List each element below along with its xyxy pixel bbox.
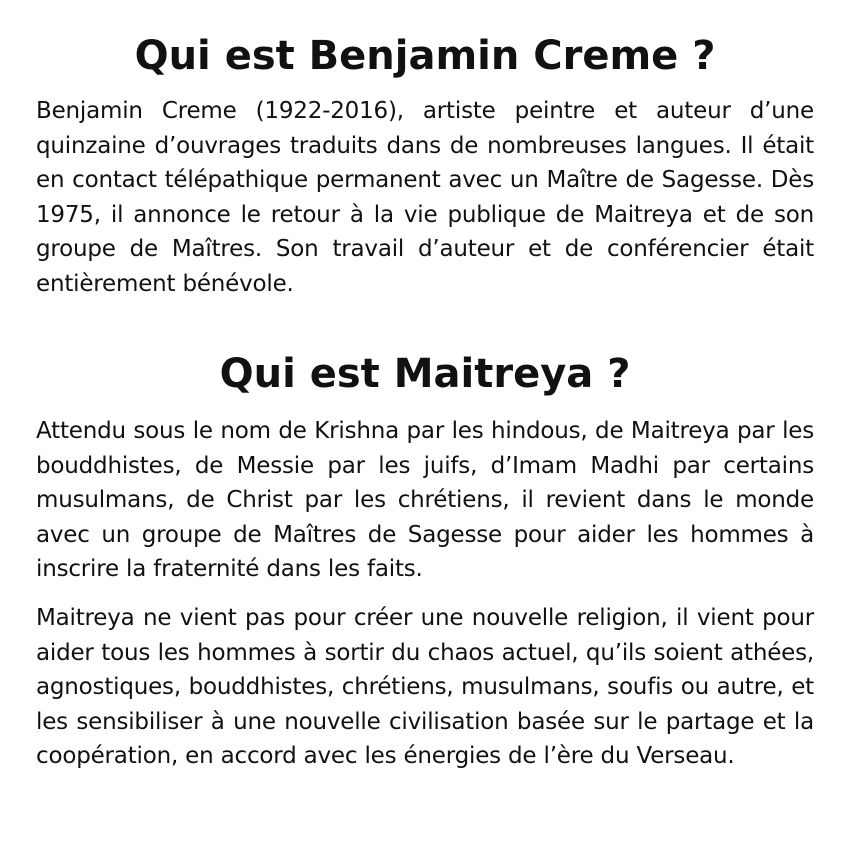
paragraph-maitreya-mission: Maitreya ne vient pas pour créer une nouvelle religion, il vient pour aider tous les hommes à sortir du chaos actuel, qu’ils soient athées, agnostiques, bouddhistes, chrétiens, musulmans, soufis ou autre, et les sensibiliser à une nouvelle civilisation basée sur le partage et la coopération, en accord avec les énergies de l’ère du Verseau.	[36, 605, 814, 769]
paragraph-benjamin-creme-bio: Benjamin Creme (1922-2016), artiste peintre et auteur d’une quinzaine d’ouvrages traduits dans de nombreuses langues. Il était en contact télépathique permanent avec un Maître de Sagesse. Dès 1975, il annonce le retour à la vie publique de Maitreya et de son groupe de Maîtres. Son travail d’auteur et de conférencier était entièrement bénévole.	[36, 98, 814, 297]
section-heading-maitreya: Qui est Maitreya ?	[219, 351, 631, 397]
section-heading-benjamin-creme: Qui est Benjamin Creme ?	[134, 33, 716, 79]
paragraph-maitreya-intro: Attendu sous le nom de Krishna par les hindous, de Maitreya par les bouddhistes, de Messie par les juifs, d’Imam Madhi par certains musulmans, de Christ par les chrétiens, il revient dans le monde avec un groupe de Maîtres de Sagesse pour aider les hommes à inscrire la fraternité dans les faits.	[36, 418, 814, 582]
